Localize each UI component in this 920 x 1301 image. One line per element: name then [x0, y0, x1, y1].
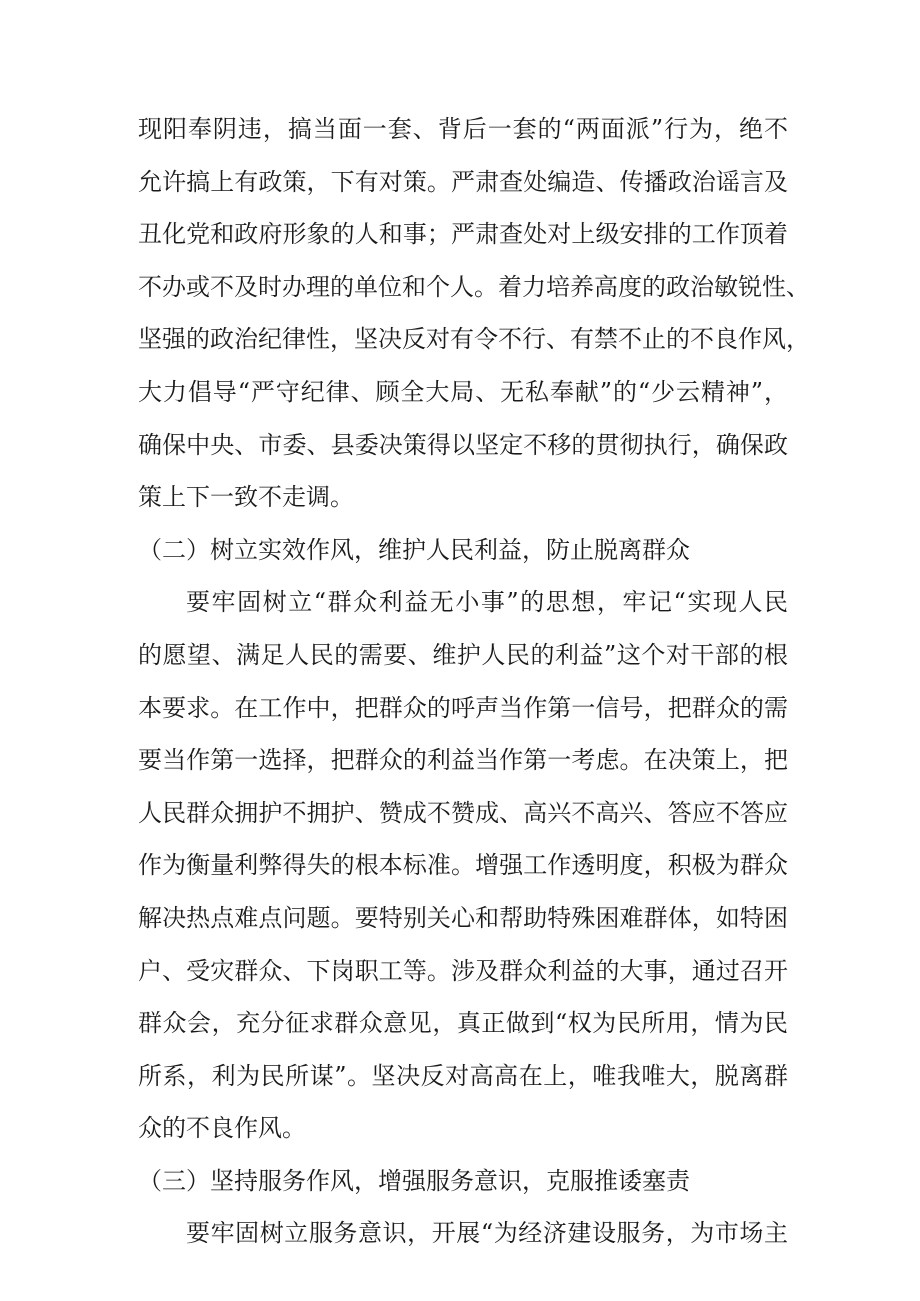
text-line: 群众会，充分征求群众意见，真正做到“权为民所用，情为民: [138, 1009, 788, 1038]
text-line: 允许搞上有政策，下有对策。严肃查处编造、传播政治谣言及: [138, 167, 788, 196]
document-body: [138, 103, 810, 1260]
text-line: 要牢固树立“群众利益无小事”的思想，牢记“实现人民: [186, 588, 788, 617]
text-line: 坚强的政治纪律性，坚决反对有令不行、有禁不止的不良作风，: [138, 325, 810, 354]
section-heading-2: （二）树立实效作风，维护人民利益，防止脱离群众: [138, 535, 690, 564]
text-line: 作为衡量利弊得失的根本标准。增强工作透明度，积极为群众: [138, 851, 788, 880]
text-line: 要当作第一选择，把群众的利益当作第一考虑。在决策上，把: [138, 746, 788, 775]
text-line: 人民群众拥护不拥护、赞成不赞成、高兴不高兴、答应不答应: [138, 798, 788, 827]
text-line: 确保中央、市委、县委决策得以坚定不移的贯彻执行，确保政: [138, 430, 788, 459]
text-line: 要牢固树立服务意识，开展“为经济建设服务，为市场主: [186, 1219, 788, 1248]
text-line: 户、受灾群众、下岗职工等。涉及群众利益的大事，通过召开: [138, 956, 788, 985]
text-line: 不办或不及时办理的单位和个人。着力培养高度的政治敏锐性、: [138, 272, 810, 301]
paragraph-1: [138, 103, 810, 524]
text-line: 众的不良作风。: [138, 1114, 306, 1143]
text-line: 解决热点难点问题。要特别关心和帮助特殊困难群体，如特困: [138, 903, 788, 932]
section-heading-3: （三）坚持服务作风，增强服务意识，克服推诿塞责: [138, 1166, 690, 1195]
text-line: 策上下一致不走调。: [138, 483, 354, 512]
text-line: 丑化党和政府形象的人和事；严肃查处对上级安排的工作顶着: [138, 220, 788, 249]
text-line: 本要求。在工作中，把群众的呼声当作第一信号，把群众的需: [138, 693, 788, 722]
text-line: 的愿望、满足人民的需要、维护人民的利益”这个对干部的根: [138, 640, 788, 669]
text-line: 所系，利为民所谋”。坚决反对高高在上，唯我唯大，脱离群: [138, 1061, 788, 1090]
text-line: 现阳奉阴违，搞当面一套、背后一套的“两面派”行为，绝不: [138, 115, 788, 143]
paragraph-3: [138, 1207, 788, 1260]
text-line: 大力倡导“严守纪律、顾全大局、无私奉献”的“少云精神”，: [138, 377, 788, 406]
paragraph-2: [138, 576, 788, 1155]
